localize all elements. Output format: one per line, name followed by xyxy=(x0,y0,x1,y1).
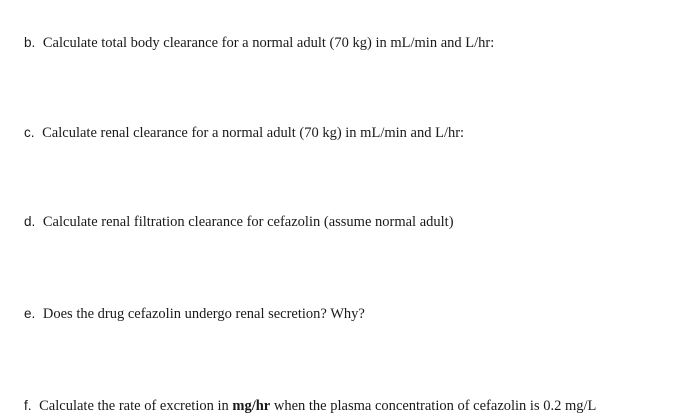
question-d-letter: d. xyxy=(24,214,36,229)
question-e-text: Does the drug cefazolin undergo renal secretion? Why? xyxy=(42,306,365,322)
question-b-letter: b. xyxy=(24,35,36,50)
question-e xyxy=(24,305,365,323)
question-b-text: Calculate total body clearance for a normal adult (70 kg) in mL/min and L/hr: xyxy=(42,35,495,51)
question-f xyxy=(24,397,596,415)
question-e-letter: e. xyxy=(24,306,36,321)
question-f-text-before: Calculate the rate of excretion in xyxy=(39,398,233,414)
question-d-text: Calculate renal filtration clearance for cefazolin (assume normal adult) xyxy=(42,214,454,230)
question-c xyxy=(24,124,464,142)
question-f-text-bold: mg/hr xyxy=(232,398,271,414)
question-b xyxy=(24,34,494,52)
question-c-text: Calculate renal clearance for a normal adult (70 kg) in mL/min and L/hr: xyxy=(42,125,465,141)
question-f-text-after: when the plasma concentration of cefazolin is 0.2 mg/L xyxy=(270,398,597,414)
question-c-letter: c. xyxy=(24,125,35,140)
question-f-letter: f. xyxy=(24,398,32,413)
question-d xyxy=(24,213,454,231)
